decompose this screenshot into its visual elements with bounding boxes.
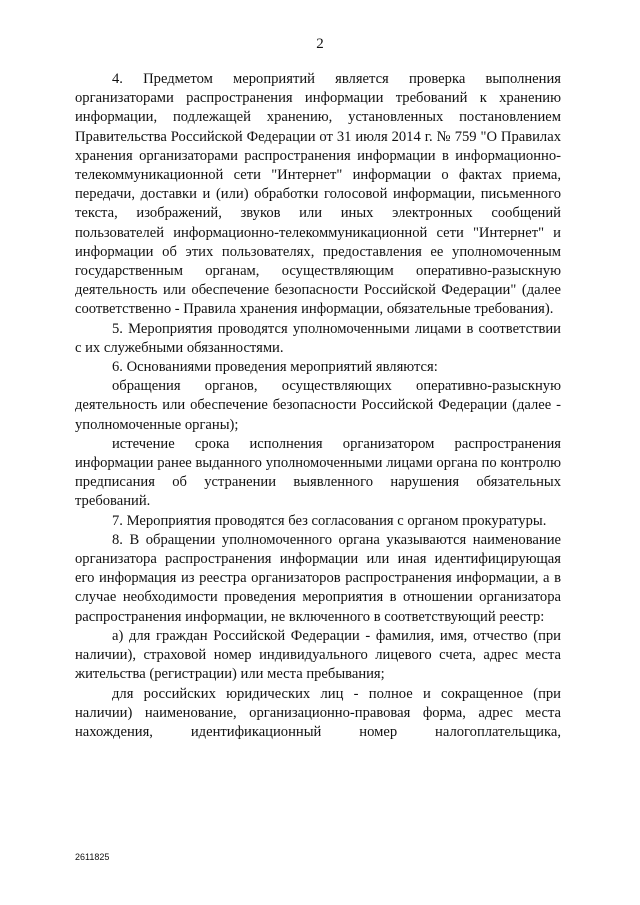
paragraph-request-contents: 8. В обращении уполномоченного органа указываются наименование организатора распространения информации или иная идентифицирующая его информация из реестра организаторов распространения информации, а в случае необходимости проведения мероприятия в отношении организатора распространения информации, не включенного в соответствующий реестр:: [75, 531, 561, 625]
document-body: [75, 70, 561, 742]
paragraph-measures-conducted: 5. Мероприятия проводятся уполномоченными лицами в соответствии с их служебными обязанностями.: [75, 320, 561, 356]
paragraph-citizens: а) для граждан Российской Федерации - фамилия, имя, отчество (при наличии), страховой номер индивидуального лицевого счета, адрес места жительства (регистрации) или места пребывания;: [75, 627, 561, 683]
paragraph-ground-requests: обращения органов, осуществляющих оперативно-разыскную деятельность или обеспечение безопасности Российской Федерации (далее - уполномоченные органы);: [75, 378, 561, 433]
paragraph-grounds-heading: 6. Основаниями проведения мероприятий являются:: [112, 359, 438, 376]
paragraph-ground-expiry: истечение срока исполнения организатором распространения информации ранее выданного уполномоченными лицами органа по контролю предписания об устранении выявленного нарушения обязательных требований.: [75, 435, 561, 510]
page-number: 2: [316, 36, 324, 52]
paragraph-legal-entities: для российских юридических лиц - полное и сокращенное (при наличии) наименование, организационно-правовая форма, адрес места нахождения, идентификационный номер налогоплательщика,: [75, 685, 561, 740]
paragraph-subject-of-measures: 4. Предметом мероприятий является проверка выполнения организаторами распространения информации требований к хранению информации, подлежащей хранению, установленных постановлением Правительства Российской Федерации от 31 июля 2014 г. № 759 "О Правилах хранения организаторами распространения информации в информационно-телекоммуникационной сети "Интернет" информации о фактах приема, передачи, доставки и (или) обработки голосовой информации, письменного текста, изображений, звуков или иных электронных сообщений пользователей информационно-телекоммуникационной сети "Интернет" и информации об этих пользователях, предоставления ее уполномоченным государственным органам, осуществляющим оперативно-разыскную деятельность или обеспечение безопасности Российской Федерации" (далее соответственно - Правила хранения информации, обязательные требования).: [75, 71, 561, 318]
document-code: 2611825: [75, 852, 110, 862]
paragraph-no-prosecutor-approval: 7. Мероприятия проводятся без согласования с органом прокуратуры.: [112, 512, 547, 529]
